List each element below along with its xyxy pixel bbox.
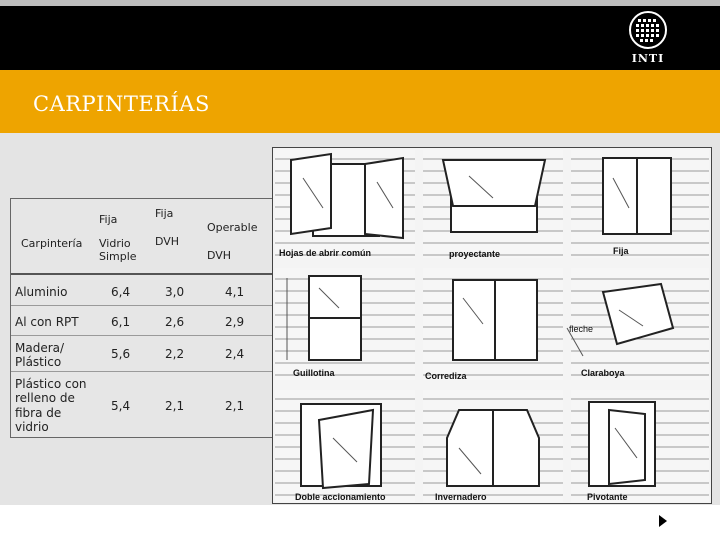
col-2-top: Fija <box>155 207 174 220</box>
caption-claraboya: Claraboya <box>581 368 625 378</box>
col-3-top: Operable <box>207 221 258 234</box>
row-3-val-1: 5,6 <box>111 347 131 361</box>
row-1-val-2: 3,0 <box>165 285 185 299</box>
caption-invernadero: Invernadero <box>435 492 487 502</box>
row-divider <box>11 335 273 336</box>
caption-corrediza: Corrediza <box>425 371 467 381</box>
row-1-val-1: 6,4 <box>111 285 131 299</box>
page-title: CARPINTERÍAS <box>33 92 210 116</box>
annotation-fleche: fleche <box>569 324 594 334</box>
caption-doble-accionamiento: Doble accionamiento <box>295 492 386 502</box>
row-3-val-2: 2,2 <box>165 347 185 361</box>
header-bar <box>0 6 720 70</box>
row-1-name: Aluminio <box>15 285 68 299</box>
row-2-name: Al con RPT <box>15 315 79 329</box>
row-4-val-3: 2,1 <box>225 399 245 413</box>
next-slide-arrow-icon[interactable] <box>659 515 667 527</box>
caption-pivotante: Pivotante <box>587 492 628 502</box>
logo-text: INTI <box>631 52 665 65</box>
header-divider <box>11 273 273 275</box>
row-divider <box>11 305 273 306</box>
row-2-val-2: 2,6 <box>165 315 185 329</box>
caption-fija: Fija <box>613 246 629 256</box>
row-3-name: Madera/ Plástico <box>15 341 65 370</box>
window-types-illustration <box>272 147 712 504</box>
row-4-val-2: 2,1 <box>165 399 185 413</box>
caption-guillotina: Guillotina <box>293 368 335 378</box>
inti-logo-icon <box>626 10 670 52</box>
col-3-bottom: DVH <box>207 249 232 262</box>
row-4-name: Plástico con relleno de fibra de vidrio <box>15 377 87 435</box>
row-divider <box>11 371 273 372</box>
col-2-bottom: DVH <box>155 235 180 248</box>
u-values-table <box>10 198 274 438</box>
inti-logo <box>626 10 670 66</box>
row-2-val-3: 2,9 <box>225 315 245 329</box>
row-3-val-3: 2,4 <box>225 347 245 361</box>
row-header-label: Carpintería <box>21 237 83 250</box>
row-2-val-1: 6,1 <box>111 315 131 329</box>
caption-proyectante: proyectante <box>449 249 501 259</box>
col-1-top: Fija <box>99 213 118 226</box>
caption-hojas-de-abrir: Hojas de abrir común <box>279 248 372 258</box>
row-1-val-3: 4,1 <box>225 285 245 299</box>
row-4-val-1: 5,4 <box>111 399 131 413</box>
window-types-drawing <box>273 148 711 503</box>
col-1-bottom: Vidrio Simple <box>99 237 137 264</box>
